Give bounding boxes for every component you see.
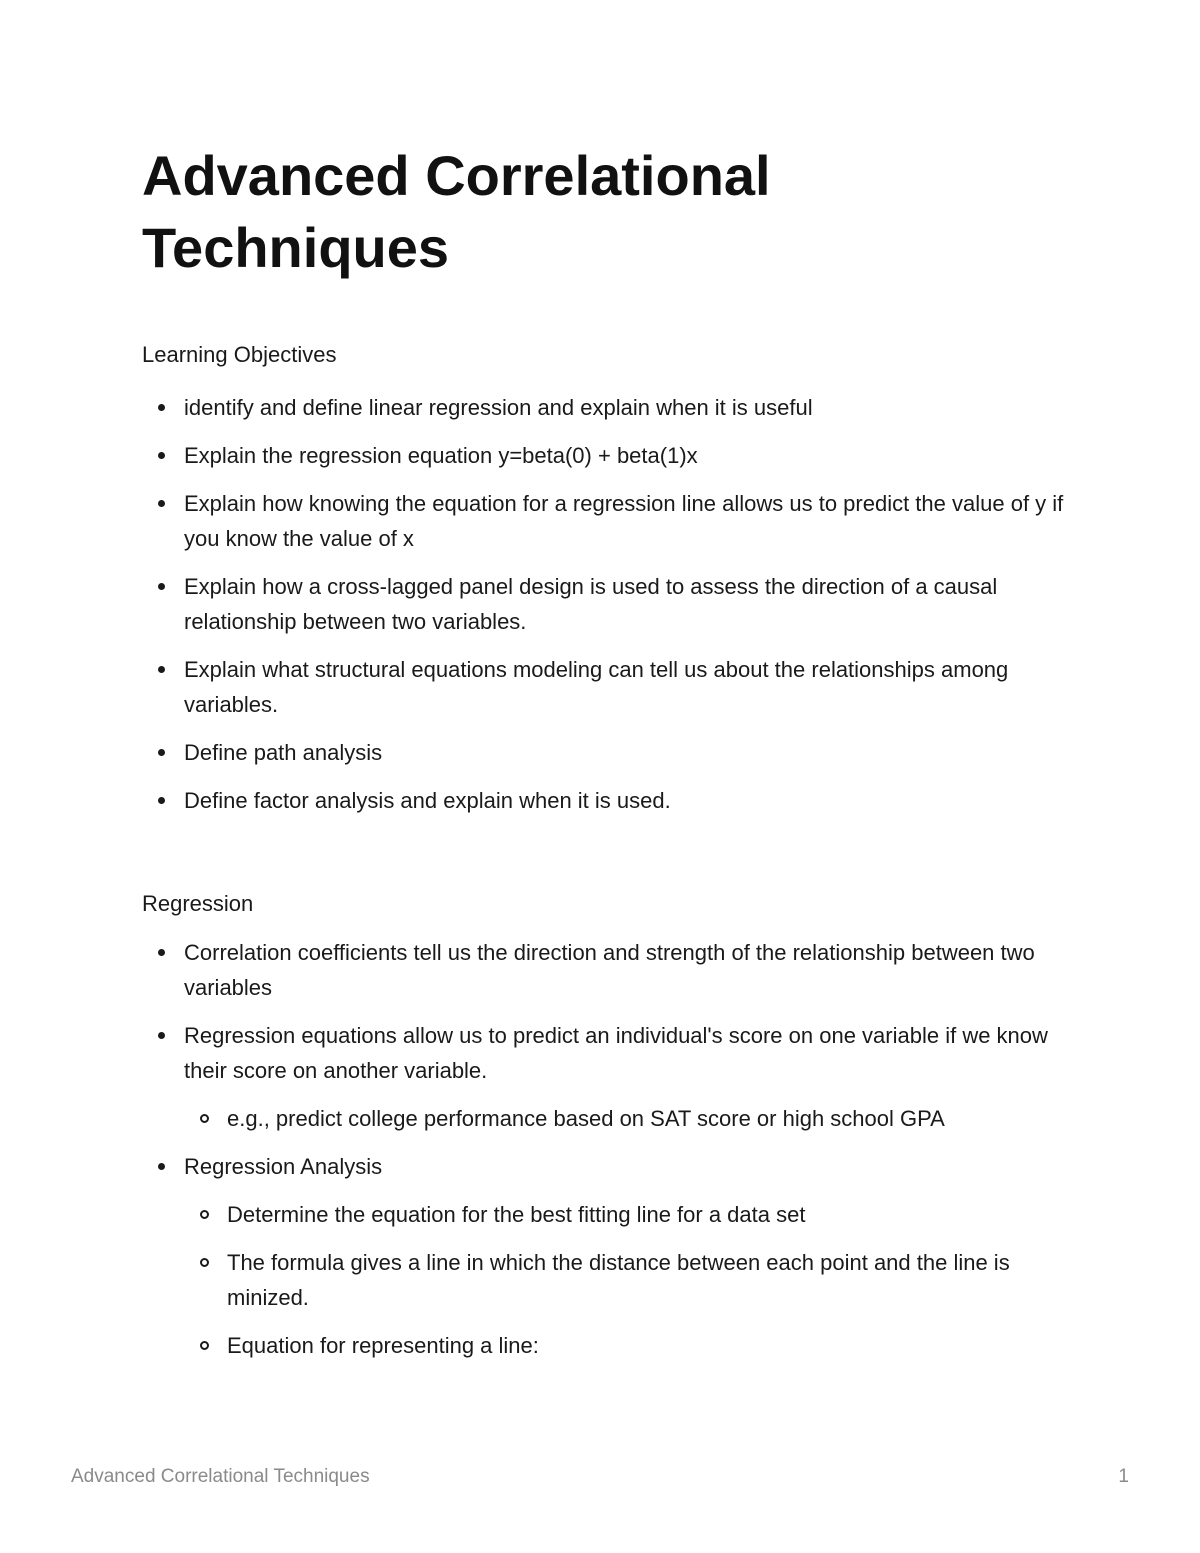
- list-item: Explain the regression equation y=beta(0) + beta(1)x: [142, 438, 1072, 473]
- section-heading-regression: Regression: [142, 891, 254, 916]
- sub-list-item: Determine the equation for the best fitting line for a data set: [142, 1197, 1072, 1232]
- regression-list: [142, 935, 1072, 1376]
- sub-list-item: Equation for representing a line:: [142, 1328, 1072, 1363]
- list-item: Regression equations allow us to predict an individual's score on one variable if we know their score on another variable.: [142, 1018, 1072, 1088]
- list-item: Explain how knowing the equation for a regression line allows us to predict the value of y if you know the value of x: [142, 486, 1072, 556]
- footer-page-number: 1: [1118, 1466, 1129, 1487]
- list-item: Explain what structural equations modeling can tell us about the relationships among variables.: [142, 652, 1072, 722]
- list-item: Explain how a cross-lagged panel design is used to assess the direction of a causal relationship between two variables.: [142, 569, 1072, 639]
- sub-list-item: e.g., predict college performance based on SAT score or high school GPA: [142, 1101, 1072, 1136]
- list-item: Correlation coefficients tell us the direction and strength of the relationship between two variables: [142, 935, 1072, 1005]
- list-item: identify and define linear regression and explain when it is useful: [142, 390, 1072, 425]
- sub-list-item: The formula gives a line in which the distance between each point and the line is minized.: [142, 1245, 1072, 1315]
- footer-document-title: Advanced Correlational Techniques: [71, 1466, 370, 1487]
- learning-objectives-list: [142, 390, 1072, 831]
- list-item: Define path analysis: [142, 735, 1072, 770]
- page-title: Advanced Correlational Techniques: [142, 144, 771, 279]
- section-heading-learning-objectives: Learning Objectives: [142, 342, 337, 367]
- list-item: Regression Analysis: [142, 1149, 1072, 1184]
- list-item: Define factor analysis and explain when it is used.: [142, 783, 1072, 818]
